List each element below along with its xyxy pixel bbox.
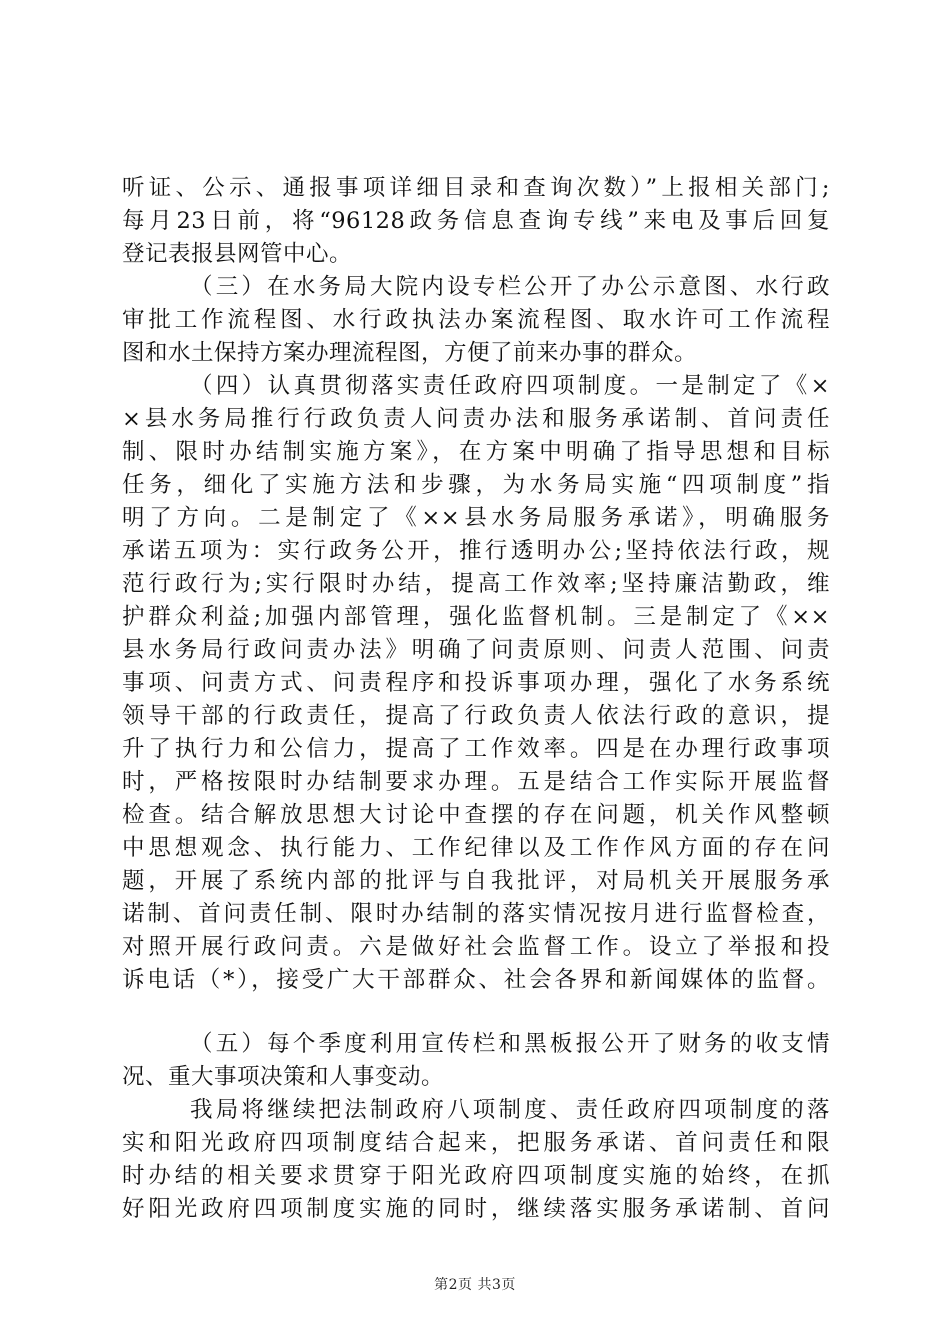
text-line: 图和水土保持方案办理流程图，方便了前来办事的群众。 (122, 340, 698, 366)
text-line: 领导干部的行政责任，提高了行政负责人依法行政的意识，提 (122, 703, 830, 729)
text-line: 范行政行为;实行限时办结，提高工作效率;坚持廉洁勤政，维 (122, 571, 830, 597)
text-line: 制、限时办结制实施方案》，在方案中明确了指导思想和目标 (122, 439, 830, 465)
text-line: 诉电话（*），接受广大干部群众、社会各界和新闻媒体的监督。 (122, 967, 830, 993)
text-line: 中思想观念、执行能力、工作纪律以及工作作风方面的存在问 (122, 835, 830, 861)
page-number-footer: 第2页 共3页 (434, 1277, 516, 1293)
text-line: 升了执行力和公信力，提高了工作效率。四是在办理行政事项 (122, 736, 830, 762)
text-line: 县水务局行政问责办法》明确了问责原则、问责人范围、问责 (122, 637, 830, 663)
text-line: 审批工作流程图、水行政执法办案流程图、取水许可工作流程 (122, 307, 830, 333)
text-line: 好阳光政府四项制度实施的同时，继续落实服务承诺制、首问 (122, 1196, 830, 1222)
text-line: 登记表报县网管中心。 (122, 241, 353, 267)
paragraph-6-start: 我局将继续把法制政府八项制度、责任政府四项制度的落 (190, 1097, 830, 1123)
text-line: 每月23日前，将“96128政务信息查询专线”来电及事后回复 (122, 208, 830, 234)
text-line: 任务，细化了实施方法和步骤，为水务局实施“四项制度”指 (122, 472, 830, 498)
paragraph-gap (122, 997, 830, 1028)
text-line: 诺制、首问责任制、限时办结制的落实情况按月进行监督检查， (122, 901, 830, 927)
text-line: 对照开展行政问责。六是做好社会监督工作。设立了举报和投 (122, 934, 830, 960)
text-line: 实和阳光政府四项制度结合起来，把服务承诺、首问责任和限 (122, 1130, 830, 1156)
text-line: 承诺五项为：实行政务公开，推行透明办公;坚持依法行政，规 (122, 538, 830, 564)
text-line: 检查。结合解放思想大讨论中查摆的存在问题，机关作风整顿 (122, 802, 830, 828)
text-line: 事项、问责方式、问责程序和投诉事项办理，强化了水务系统 (122, 670, 830, 696)
paragraph-5-start: （五）每个季度利用宣传栏和黑板报公开了财务的收支情 (190, 1031, 830, 1057)
text-line: 护群众利益;加强内部管理，强化监督机制。三是制定了《×× (122, 604, 830, 630)
paragraph-4-start: （四）认真贯彻落实责任政府四项制度。一是制定了《× (190, 373, 830, 399)
text-line: ×县水务局推行行政负责人问责办法和服务承诺制、首问责任 (122, 406, 830, 432)
text-line: 时办结的相关要求贯穿于阳光政府四项制度实施的始终，在抓 (122, 1163, 830, 1189)
text-line: 时，严格按限时办结制要求办理。五是结合工作实际开展监督 (122, 769, 830, 795)
text-line: 听证、公示、通报事项详细目录和查询次数）”上报相关部门; (122, 175, 830, 201)
text-line: 题，开展了系统内部的批评与自我批评，对局机关开展服务承 (122, 868, 830, 894)
text-line: 明了方向。二是制定了《××县水务局服务承诺》，明确服务 (122, 505, 830, 531)
text-line: 况、重大事项决策和人事变动。 (122, 1064, 445, 1090)
paragraph-3-start: （三）在水务局大院内设专栏公开了办公示意图、水行政 (190, 274, 830, 300)
body-text (122, 172, 830, 1226)
